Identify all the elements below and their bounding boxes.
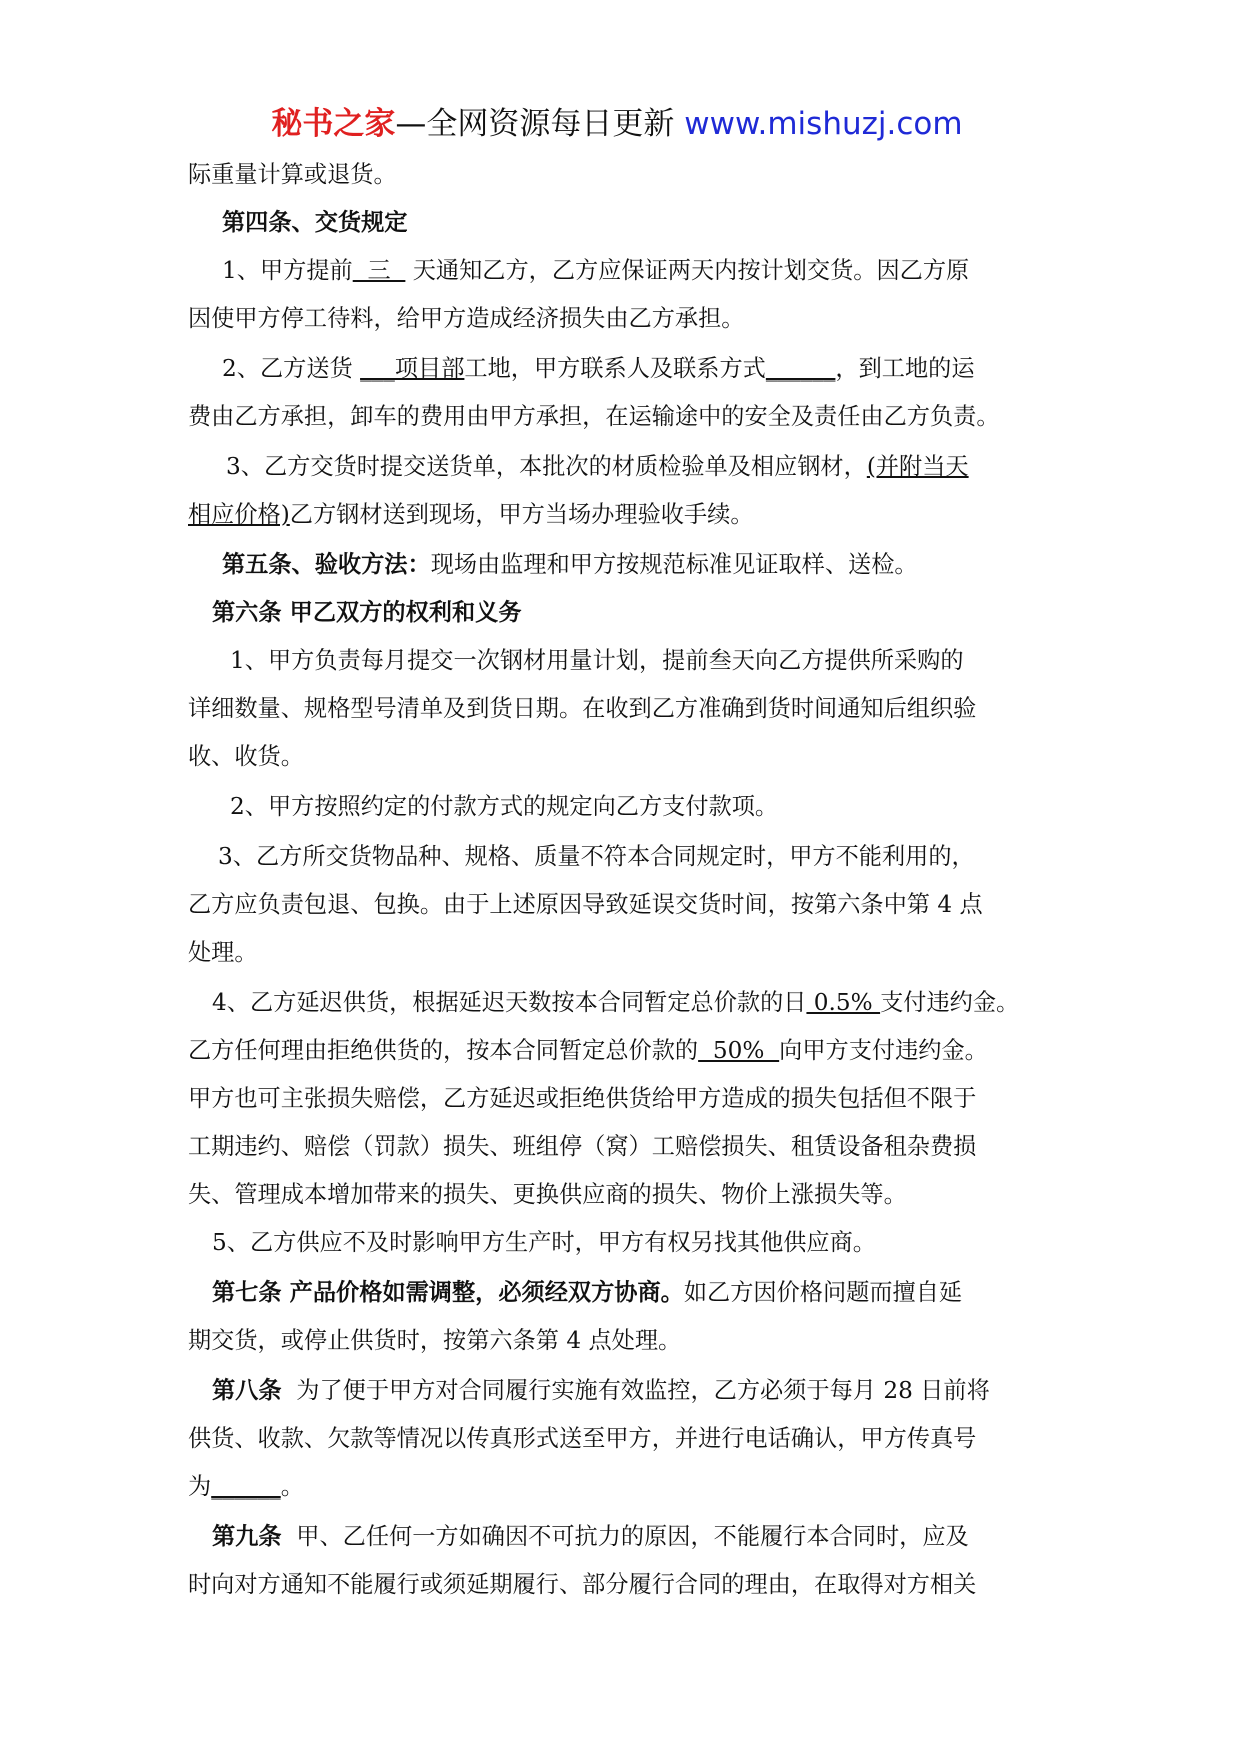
paragraph-line: 乙方应负责包退、包换。由于上述原因导致延误交货时间，按第六条中第 4 点 bbox=[188, 891, 983, 918]
underlined-days: 三 bbox=[352, 257, 406, 284]
paragraph-line: 相应价格)乙方钢材送到现场，甲方当场办理验收手续。 bbox=[188, 501, 754, 528]
paragraph-line: 工期违约、赔偿（罚款）损失、班组停（窝）工赔偿损失、租赁设备租杂费损 bbox=[188, 1133, 977, 1160]
underlined-price-note: (并附当天 bbox=[866, 453, 969, 480]
paragraph-line: 期交货，或停止供货时，按第六条第 4 点处理。 bbox=[188, 1327, 682, 1354]
paragraph-line: 3、乙方交货时提交送货单，本批次的材质检验单及相应钢材，(并附当天 bbox=[226, 453, 969, 480]
paragraph-line: 1、甲方负责每月提交一次钢材用量计划，提前叁天向乙方提供所采购的 bbox=[230, 647, 964, 674]
paragraph-line: 失、管理成本增加带来的损失、更换供应商的损失、物价上涨损失等。 bbox=[188, 1181, 907, 1208]
paragraph-line: 乙方任何理由拒绝供货的，按本合同暂定总价款的 50% 向甲方支付违约金。 bbox=[188, 1037, 988, 1064]
header-tagline: —全网资源每日更新 bbox=[395, 106, 675, 142]
paragraph-line: 1、甲方提前 三 天通知乙方，乙方应保证两天内按计划交货。因乙方原 bbox=[222, 257, 970, 284]
paragraph-line: 际重量计算或退货。 bbox=[188, 161, 397, 188]
article-7-heading: 第七条 产品价格如需调整，必须经双方协商。 bbox=[212, 1279, 684, 1306]
article-5-heading: 第五条、验收方法： bbox=[222, 551, 431, 578]
article-5-line: 第五条、验收方法：现场由监理和甲方按规范标准见证取样、送检。 bbox=[222, 551, 918, 578]
document-body bbox=[188, 151, 1058, 1609]
paragraph-line: 因使甲方停工待料，给甲方造成经济损失由乙方承担。 bbox=[188, 305, 745, 332]
header-brand: 秘书之家 bbox=[271, 106, 396, 142]
paragraph-line: 3、乙方所交货物品种、规格、质量不符本合同规定时，甲方不能利用的， bbox=[218, 843, 975, 870]
paragraph-line: 甲方也可主张损失赔偿，乙方延迟或拒绝供货给甲方造成的损失包括但不限于 bbox=[188, 1085, 977, 1112]
underlined-contact-blank: ______ bbox=[765, 355, 836, 382]
underlined-fax-blank: ______ bbox=[211, 1473, 281, 1500]
paragraph-line: 为______。 bbox=[188, 1473, 304, 1500]
paragraph-line: 费由乙方承担，卸车的费用由甲方承担，在运输途中的安全及责任由乙方负责。 bbox=[188, 403, 1000, 430]
paragraph-line: 5、乙方供应不及时影响甲方生产时，甲方有权另找其他供应商。 bbox=[212, 1229, 876, 1256]
paragraph-line: 供货、收款、欠款等情况以传真形式送至甲方，并进行电话确认，甲方传真号 bbox=[188, 1425, 977, 1452]
paragraph-line: 收、收货。 bbox=[188, 743, 304, 770]
underlined-site: ___项目部 bbox=[360, 355, 465, 382]
paragraph-line: 详细数量、规格型号清单及到货日期。在收到乙方准确到货时间通知后组织验 bbox=[188, 695, 977, 722]
article-9-line: 第九条 甲、乙任何一方如确因不可抗力的原因，不能履行本合同时，应及 bbox=[212, 1523, 969, 1550]
article-8-line: 第八条 为了便于甲方对合同履行实施有效监控，乙方必须于每月 28 日前将 bbox=[212, 1377, 990, 1404]
paragraph-line: 时向对方通知不能履行或须延期履行、部分履行合同的理由，在取得对方相关 bbox=[188, 1571, 977, 1598]
article-8-heading: 第八条 bbox=[212, 1377, 282, 1404]
article-4-heading: 第四条、交货规定 bbox=[222, 209, 408, 236]
underlined-daily-rate: 0.5% bbox=[806, 989, 881, 1016]
header-url[interactable]: www.mishuzj.com bbox=[684, 106, 963, 142]
paragraph-line: 4、乙方延迟供货，根据延迟天数按本合同暂定总价款的日 0.5% 支付违约金。 bbox=[212, 989, 1020, 1016]
underlined-penalty-rate: 50% bbox=[698, 1037, 780, 1064]
article-9-heading: 第九条 bbox=[212, 1523, 282, 1550]
underlined-price-note: 相应价格) bbox=[188, 501, 290, 528]
paragraph-line: 2、乙方送货 ___项目部工地，甲方联系人及联系方式______，到工地的运 bbox=[222, 355, 975, 382]
paragraph-line: 2、甲方按照约定的付款方式的规定向乙方支付款项。 bbox=[230, 793, 779, 820]
watermark-header bbox=[0, 102, 1234, 146]
article-6-heading: 第六条 甲乙双方的权利和义务 bbox=[212, 599, 522, 626]
paragraph-line: 处理。 bbox=[188, 939, 258, 966]
article-7-line: 第七条 产品价格如需调整，必须经双方协商。如乙方因价格问题而擅自延 bbox=[212, 1279, 963, 1306]
